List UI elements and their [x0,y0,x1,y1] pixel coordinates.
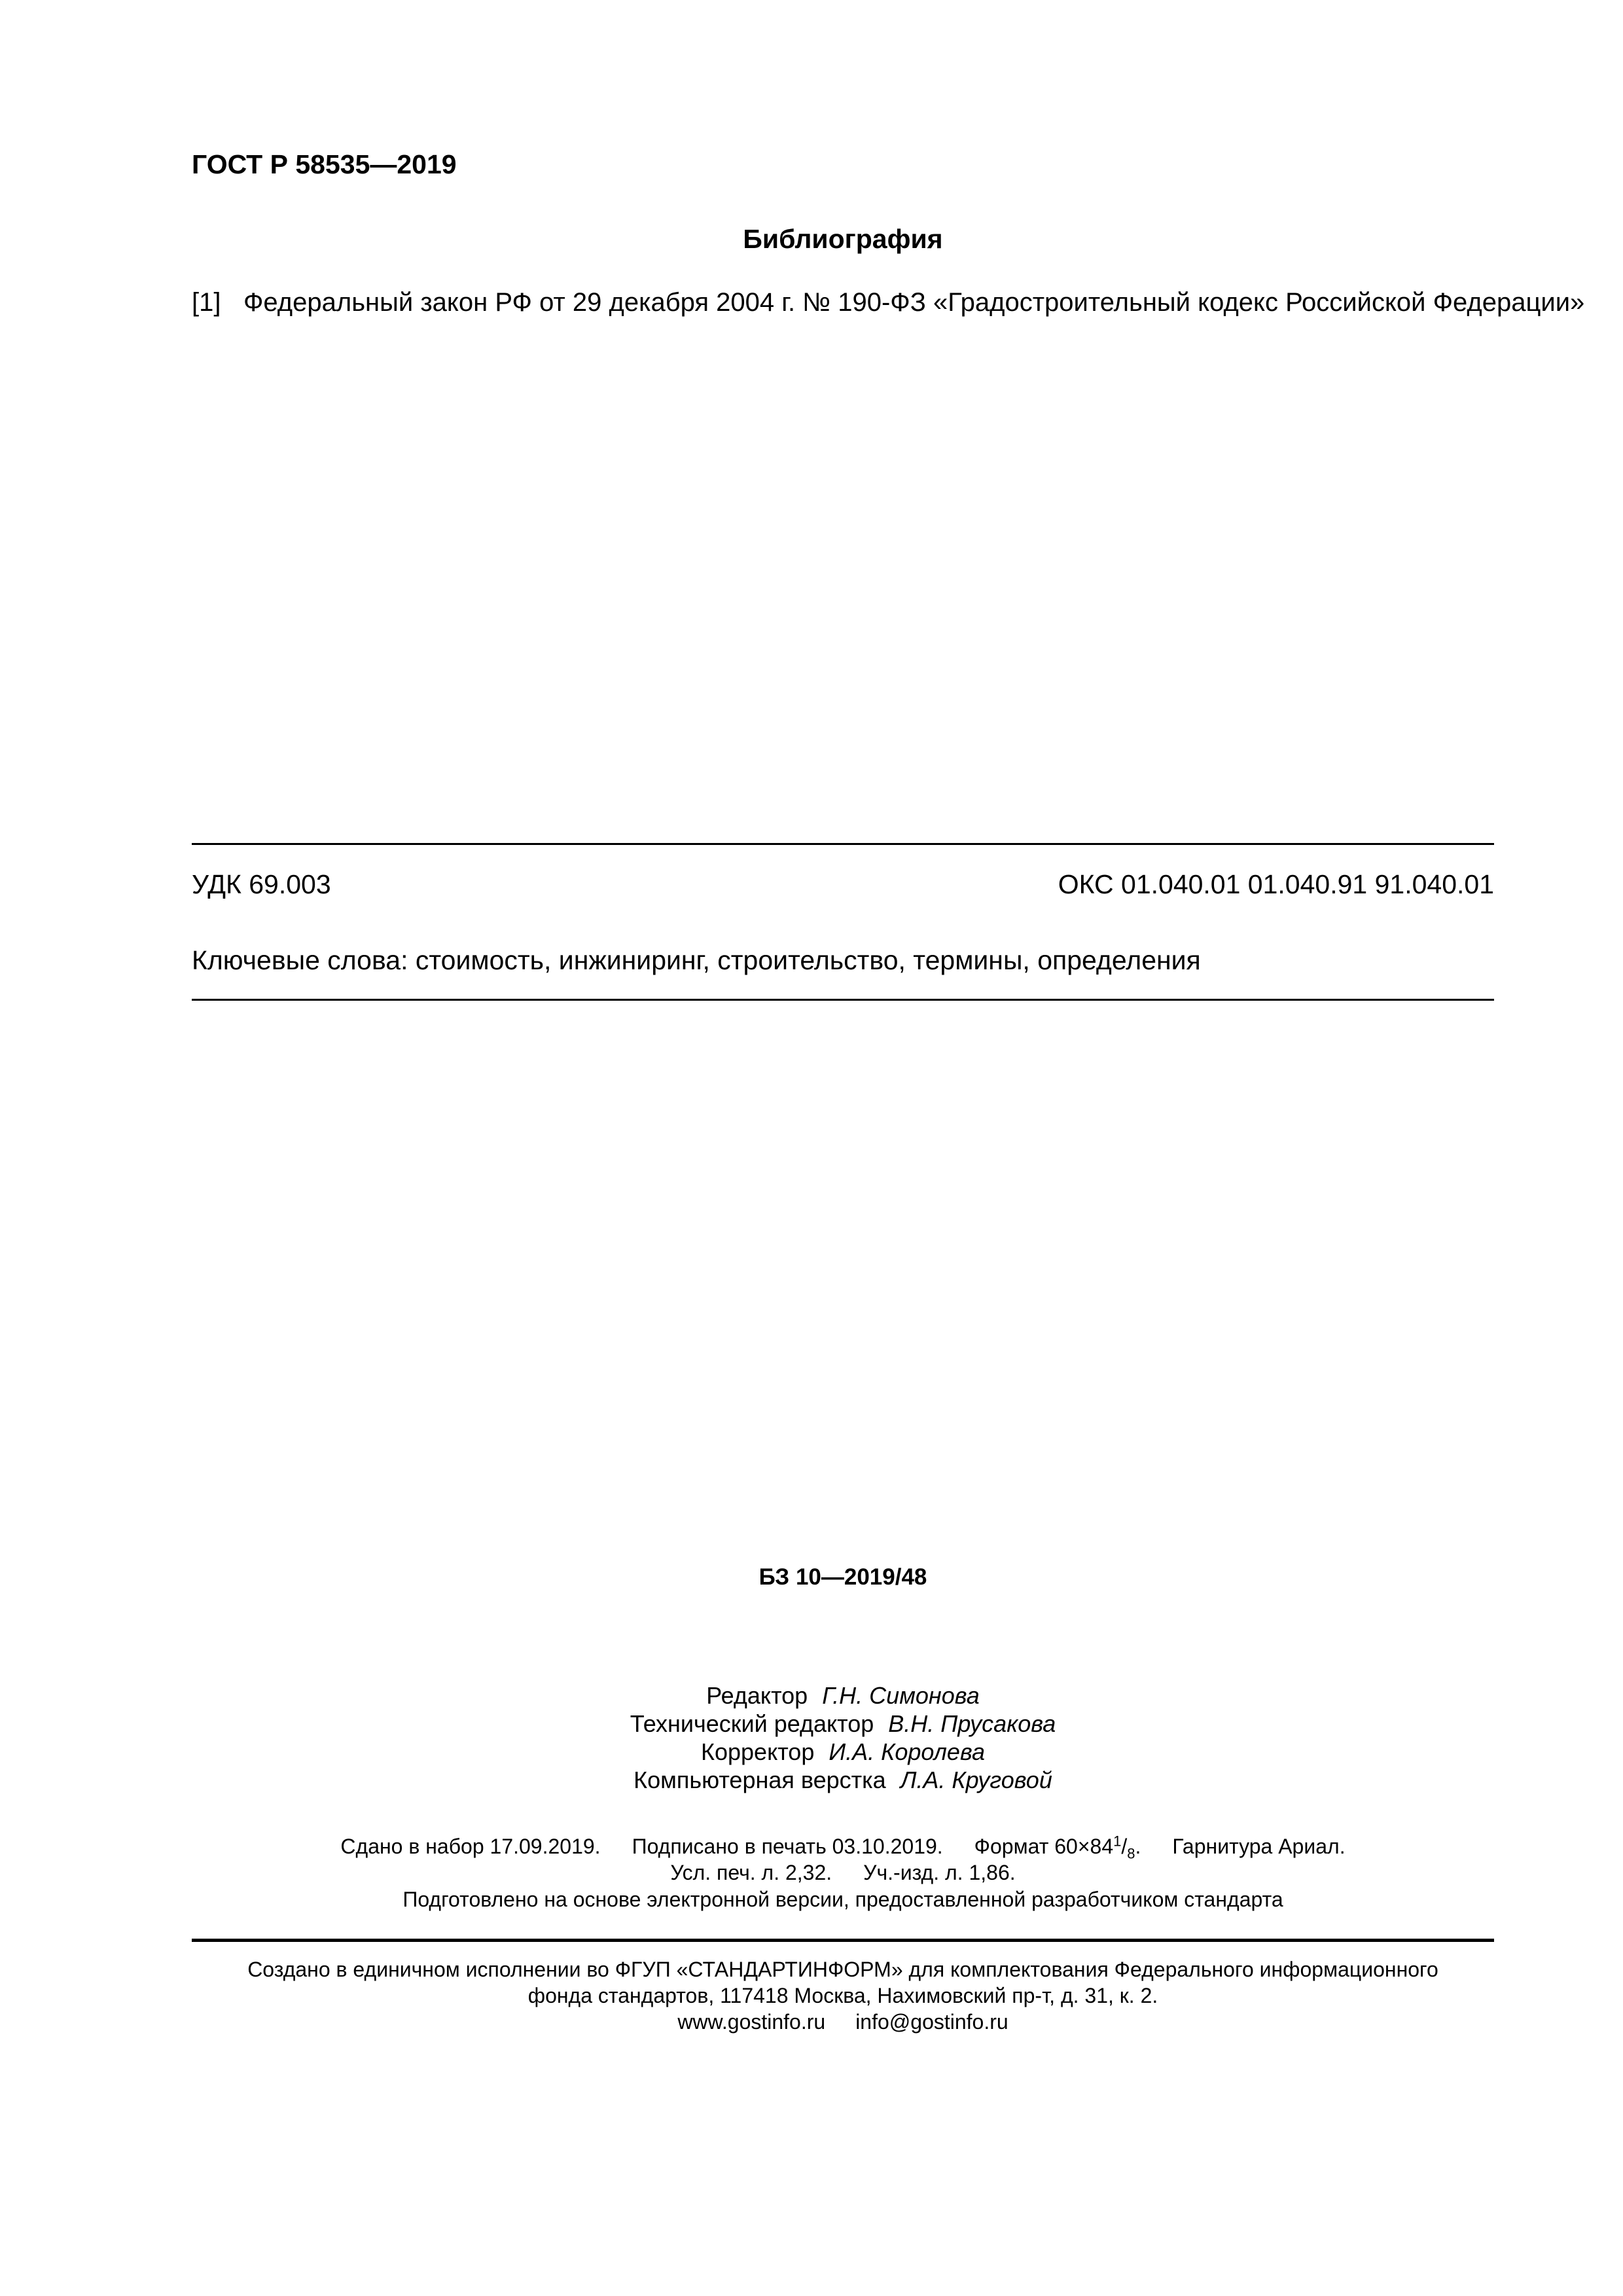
prepared-note: Подготовлено на основе электронной версии, предоставленной разработчиком стандарта [402,1888,1283,1911]
paper-format: Формат $60\times 84^1/_8$. [974,1833,1141,1862]
credit-editor [192,1682,1494,1710]
credit-role: Компьютерная верстка [633,1767,886,1793]
bz-number: БЗ 10—2019/48 [758,1564,927,1590]
footer-line-1: Создано в единичном исполнении во ФГУП «СТАНДАРТИНФОРМ» для комплектования Федерального информационного [247,1958,1438,1981]
bibliography-title: Библиография [743,224,943,254]
standard-designation: ГОСТ Р 58535—2019 [192,149,457,179]
bibliography-item-number: [1] [192,288,221,317]
keywords: Ключевые слова: стоимость, инжиниринг, строительство, термины, определения [192,945,1201,975]
credit-proofreader [192,1738,1494,1766]
typeface: Гарнитура Ариал. [1172,1835,1346,1858]
signed-date: Подписано в печать 03.10.2019. [632,1835,943,1858]
footer-line-2: фонда стандартов, 117418 Москва, Нахимовский пр-т, д. 31, к. 2. [527,1984,1158,2007]
credit-name: Л.А. Круговой [900,1767,1052,1793]
print-info-line-2 [192,1861,1494,1885]
bibliography-item-text: Федеральный закон РФ от 29 декабря 2004 г. № 190-ФЗ «Градостроительный кодекс Российской Федерации» [243,288,1585,317]
credit-role: Корректор [701,1738,815,1765]
sent-date: Сдано в набор 17.09.2019. [340,1835,601,1858]
divider-top [192,843,1494,845]
divider-bottom [192,1939,1494,1942]
print-info-line-1 [192,1833,1494,1862]
credit-technical-editor [192,1710,1494,1738]
udk-code: УДК 69.003 [192,869,331,899]
credit-name: В.Н. Прусакова [888,1710,1056,1737]
credit-role: Редактор [706,1682,808,1709]
credit-role: Технический редактор [630,1710,874,1737]
credit-name: Г.Н. Симонова [822,1682,980,1709]
divider-middle [192,999,1494,1001]
print-sheets: Усл. печ. л. 2,32. [670,1861,832,1884]
footer-contacts [192,2010,1494,2034]
credit-layout [192,1767,1494,1794]
website-link[interactable]: www.gostinfo.ru [677,2010,826,2034]
email-link[interactable]: info@gostinfo.ru [855,2010,1008,2034]
publisher-sheets: Уч.-изд. л. 1,86. [863,1861,1016,1884]
credit-name: И.А. Королева [829,1738,985,1765]
oks-code: ОКС 01.040.01 01.040.91 91.040.01 [1058,869,1494,899]
